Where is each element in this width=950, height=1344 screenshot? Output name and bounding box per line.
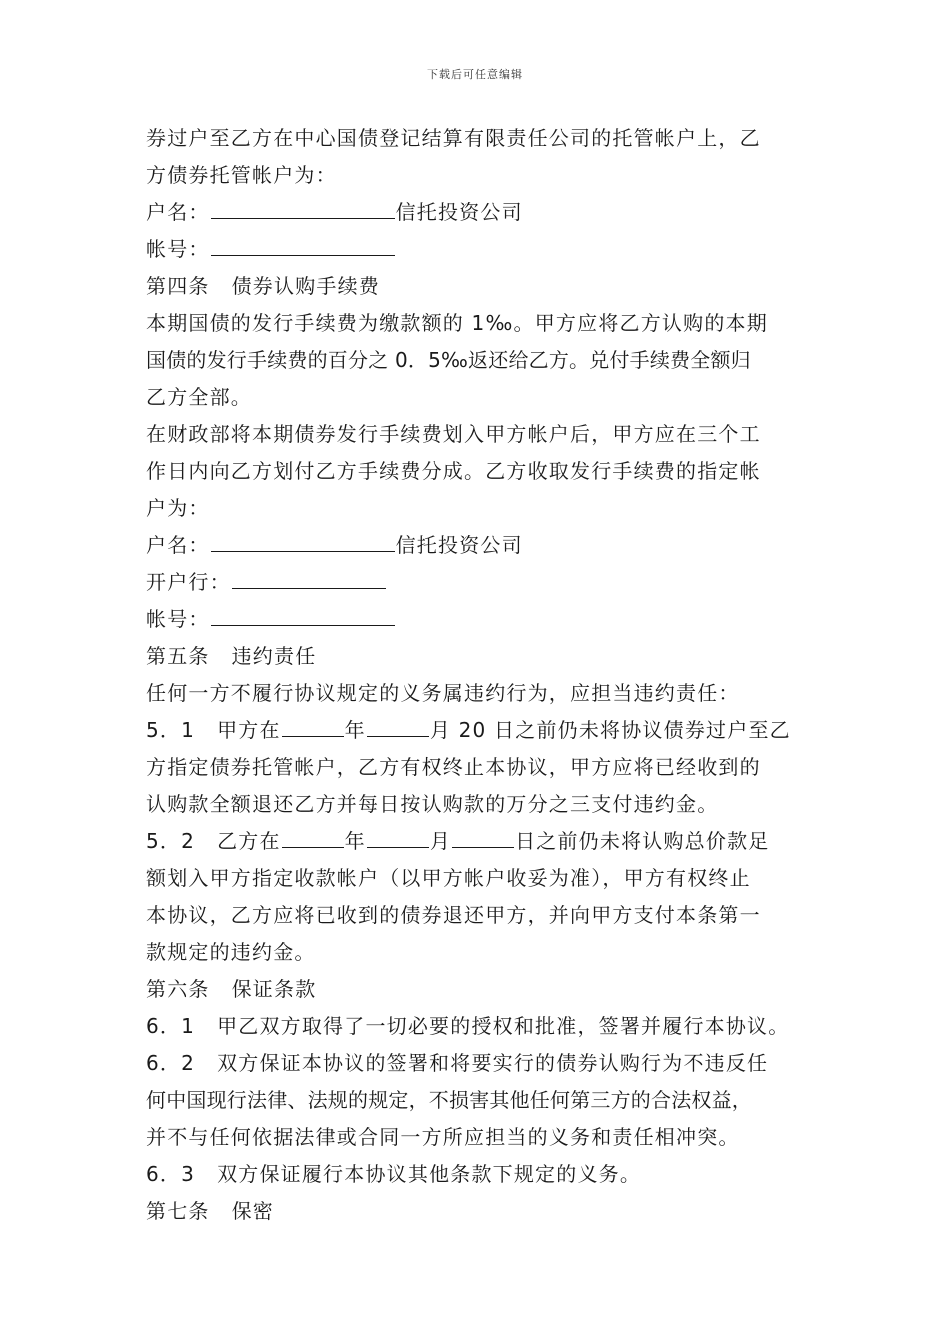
clause-number: 6．2 <box>146 1051 196 1075</box>
paragraph-line: 本协议，乙方应将已收到的债券退还甲方，并向甲方支付本条第一 <box>146 903 761 927</box>
field-label: 户名： <box>146 533 210 557</box>
article-heading <box>146 971 826 1008</box>
paragraph-line: 并不与任何依据法律或合同一方所应担当的义务和责任相冲突。 <box>146 1125 740 1149</box>
clause-line <box>146 823 826 860</box>
article-heading <box>146 268 826 305</box>
fill-in-blank <box>211 603 395 626</box>
field-label: 帐号： <box>146 607 210 631</box>
fill-in-blank <box>452 825 514 848</box>
clause-text: 年 <box>344 829 366 853</box>
article-heading <box>146 1193 826 1230</box>
article-number: 第六条 <box>146 977 210 1001</box>
paragraph-line: 方债券托管帐户为： <box>146 163 337 187</box>
account-name-line <box>146 527 826 564</box>
clause-text: 月 <box>429 829 452 853</box>
account-number-line <box>146 231 826 268</box>
bank-line <box>146 564 826 601</box>
clause-number: 5．1 <box>146 718 196 742</box>
field-suffix: 信托投资公司 <box>395 533 523 557</box>
paragraph-line: 券过户至乙方在中心国债登记结算有限责任公司的托管帐户上，乙 <box>146 126 761 150</box>
fill-in-blank <box>367 714 429 737</box>
paragraph-line: 认购款全额退还乙方并每日按认购款的万分之三支付违约金。 <box>146 792 719 816</box>
clause-number: 6．3 <box>146 1162 196 1186</box>
paragraph-line: 任何一方不履行协议规定的义务属违约行为，应担当违约责任： <box>146 681 740 705</box>
field-label: 开户行： <box>146 570 231 594</box>
clause-text: 甲方在 <box>217 718 281 742</box>
fill-in-blank <box>282 825 344 848</box>
page-header: 下载后可任意编辑 <box>427 68 523 81</box>
paragraph-line: 作日内向乙方划付乙方手续费分成。乙方收取发行手续费的指定帐 <box>146 459 761 483</box>
clause-line <box>146 1008 826 1045</box>
fill-in-blank <box>211 196 395 219</box>
paragraph-line: 在财政部将本期债券发行手续费划入甲方帐户后，甲方应在三个工 <box>146 422 761 446</box>
clause-line <box>146 1156 826 1193</box>
document-body <box>146 120 826 1230</box>
paragraph-line: 何中国现行法律、法规的规定，不损害其他任何第三方的合法权益， <box>146 1088 752 1112</box>
article-number: 第七条 <box>146 1199 210 1223</box>
paragraph-line: 乙方全部。 <box>146 385 252 409</box>
paragraph-line: 方指定债券托管帐户，乙方有权终止本协议，甲方应将已经收到的 <box>146 755 761 779</box>
fill-in-blank <box>211 529 395 552</box>
paragraph-line: 户为： <box>146 496 210 520</box>
field-label: 户名： <box>146 200 210 224</box>
fill-in-blank <box>232 566 386 589</box>
paragraph-line: 额划入甲方指定收款帐户（以甲方帐户收妥为准），甲方有权终止 <box>146 866 751 890</box>
clause-text: 乙方在 <box>217 829 281 853</box>
field-suffix: 信托投资公司 <box>395 200 523 224</box>
field-label: 帐号： <box>146 237 210 261</box>
clause-text: 月 20 日之前仍未将协议债券过户至乙 <box>429 718 791 742</box>
clause-text: 双方保证本协议的签署和将要实行的债券认购行为不违反任 <box>217 1051 769 1075</box>
article-heading <box>146 638 826 675</box>
account-number-line <box>146 601 826 638</box>
clause-text: 甲乙双方取得了一切必要的授权和批准，签署并履行本协议。 <box>217 1014 790 1038</box>
article-title: 违约责任 <box>231 644 317 668</box>
clause-number: 5．2 <box>146 829 196 853</box>
clause-line <box>146 1045 826 1082</box>
clause-text: 年 <box>344 718 366 742</box>
clause-number: 6．1 <box>146 1014 196 1038</box>
clause-text: 双方保证履行本协议其他条款下规定的义务。 <box>217 1162 642 1186</box>
clause-text: 日之前仍未将认购总价款足 <box>515 829 770 853</box>
clause-line <box>146 712 826 749</box>
paragraph-line: 本期国债的发行手续费为缴款额的 1‰。甲方应将乙方认购的本期 <box>146 311 768 335</box>
paragraph-line: 国债的发行手续费的百分之 0．5‰返还给乙方。兑付手续费全额归 <box>146 348 751 372</box>
article-title: 债券认购手续费 <box>231 274 381 298</box>
fill-in-blank <box>367 825 429 848</box>
article-title: 保密 <box>231 1199 275 1223</box>
account-name-line <box>146 194 826 231</box>
article-number: 第四条 <box>146 274 210 298</box>
fill-in-blank <box>282 714 344 737</box>
fill-in-blank <box>211 233 395 256</box>
article-title: 保证条款 <box>231 977 317 1001</box>
paragraph-line: 款规定的违约金。 <box>146 940 316 964</box>
article-number: 第五条 <box>146 644 210 668</box>
